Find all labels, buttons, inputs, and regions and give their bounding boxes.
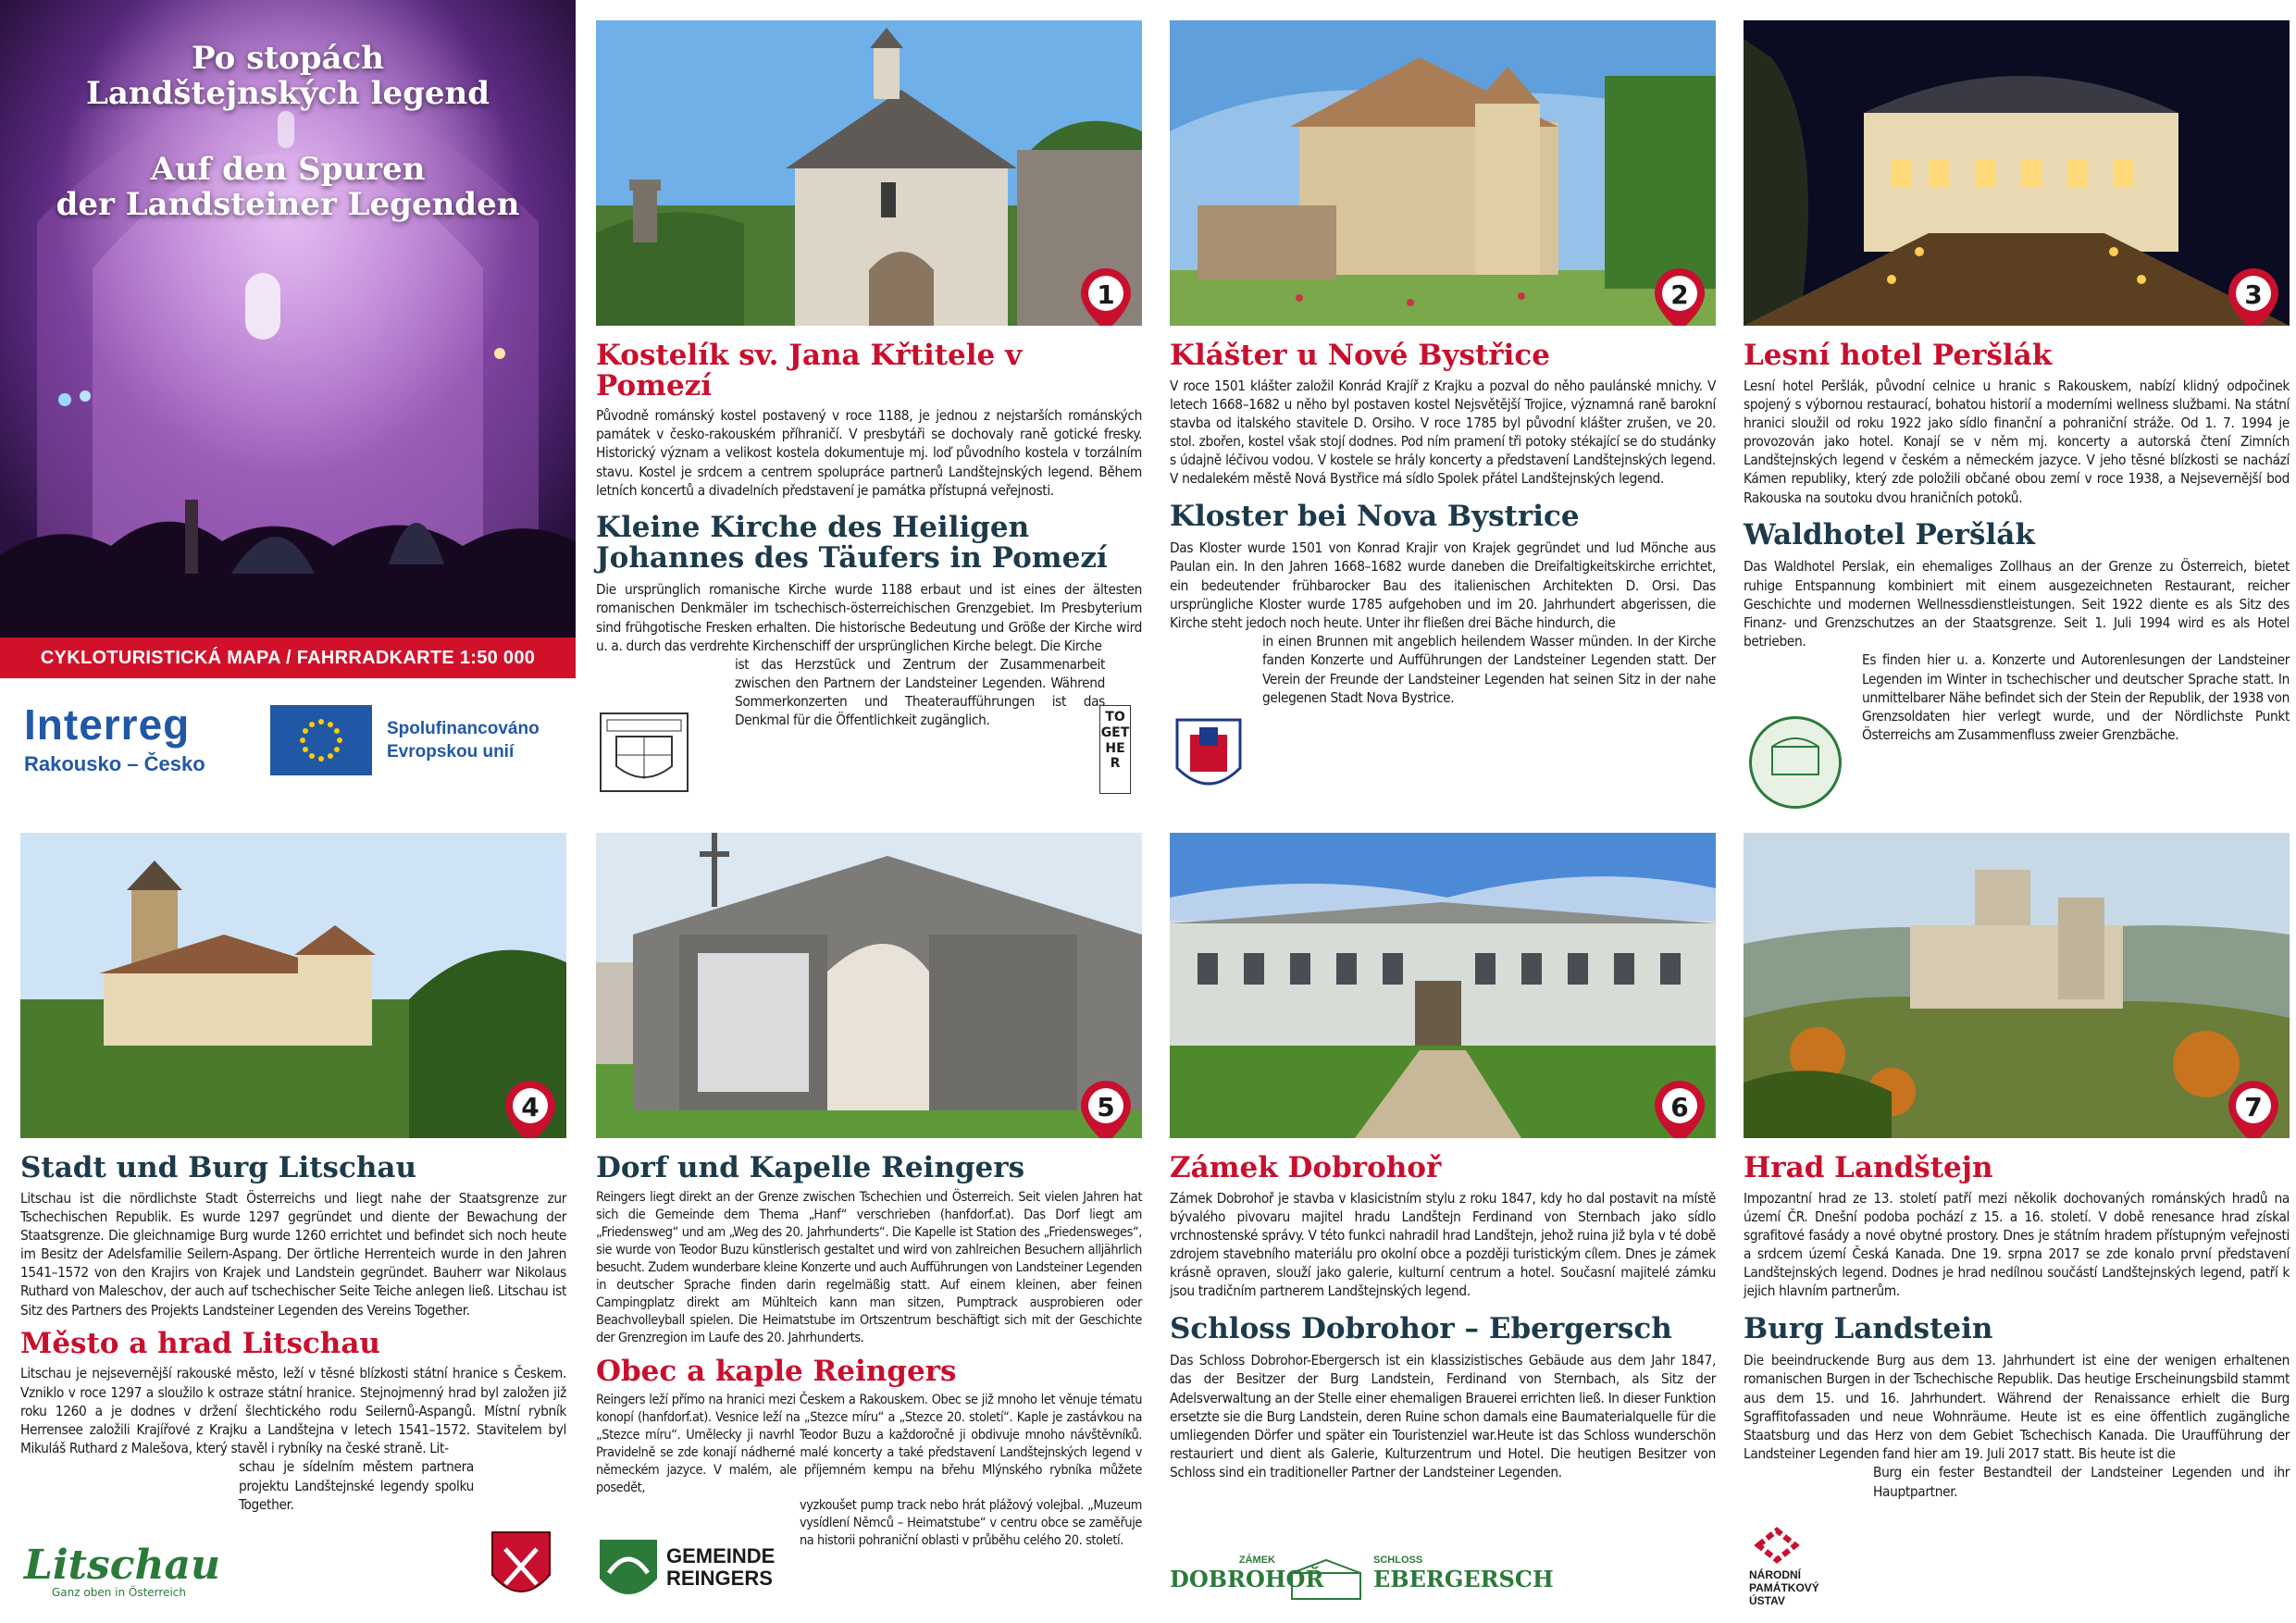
map-pin-icon	[1653, 1079, 1706, 1138]
map-pin-icon	[503, 1079, 557, 1138]
cover-title-de	[0, 152, 576, 223]
dobrohor-logo-line4: EBERGERSCH	[1373, 1566, 1554, 1592]
panel-2	[1170, 20, 1716, 798]
panel-5-cz-text-2: vyzkoušet pump track nebo hrát plážový volejbal. „Muzeum vysídlení Němců – Heimatstube“ v centru obce se zaměřuje na historii pohraniční oblasti v průběhu celého 20. století.	[800, 1498, 1142, 1549]
panel-4-text	[20, 1153, 566, 1514]
panel-7-photo	[1744, 833, 2290, 1138]
panel-3-photo	[1744, 20, 2290, 326]
panel-5-cz-text: Reingers leží přímo na hranici mezi Českem a Rakouskem. Obec se již mnoho let věnuje tématu konopí (hanfdorf.at). Vesnice leží na „Stezce míru“ a „Stezce 20. století“. Kaple je zastávkou na „Stezce míru“. Umělecky ji navrhl Teodor Buzu a každoročně ji obdivuje mnoho návštěvníků. Pravidelně se zde konají nádherné malé koncerty a také představení Landštejnských legend v německém jazyce. V malém, ale příjemném kempu na břehu Mlýnského rybníka můžete posedět,	[596, 1393, 1142, 1496]
panel-1-cz-title: Kostelík sv. Jana Křtitele v Pomezí	[596, 339, 1023, 403]
pomezi-crest-logo	[600, 712, 689, 792]
panel-2-text	[1170, 341, 1716, 707]
map-pin-icon	[1079, 266, 1133, 326]
panel-1-photo	[596, 20, 1142, 326]
map-pin-icon	[2227, 1079, 2280, 1138]
panel-2-de-title: Kloster bei Nova Bystrice	[1170, 499, 1580, 533]
panel-3-text	[1744, 341, 2290, 744]
panel-1-text	[596, 341, 1142, 730]
interreg-name: Interreg	[24, 700, 191, 749]
panel-4-photo	[20, 833, 566, 1138]
cover-title-cz-line1: Po stopách	[192, 40, 384, 77]
panel-6-cz-text: Zámek Dobrohoř je stavba v klasicistním stylu z roku 1847, kdy ho dal postavit na místě bývalého pivovaru majitel hradu Landštejn Ferdinand von Sternbach jako sídlo vrchnostenské správy. V této funkci nahradil hrad Landštejn, jehož ruina již byla v té době zdrojem stavebního materiálu pro okolní obce a později turistickým cílem. Dnes je zámek krásně opraven, slouží jako galerie, kulturní centrum a hotel. Současní majitelé zámku jsou tradičním partnerem Landštejnských legend.	[1170, 1189, 1716, 1300]
panel-2-cz-title: Klášter u Nové Bystřice	[1170, 339, 1550, 372]
panel-1-de-title: Kleine Kirche des Heiligen Johannes des Täufers in Pomezí	[596, 511, 1108, 575]
panel-6	[1170, 833, 1716, 1610]
cover-title-cz-line2: Landštejnských legend	[85, 75, 490, 113]
dobrohor-logo	[1170, 1555, 1554, 1610]
eu-text-line2: Evropskou unií	[387, 741, 515, 762]
panel-4-cz-title: Město a hrad Litschau	[20, 1326, 380, 1360]
nova-bystrice-crest-logo	[1173, 716, 1244, 799]
panel-5	[596, 833, 1142, 1610]
npu-logo-line2: PAMÁTKOVÝ	[1749, 1580, 1819, 1594]
panel-2-de-text-2: in einen Brunnen mit angeblich heilendem Wasser münden. In der Kirche fanden Konzerte und Aufführungen der Landsteiner Legenden statt. Der Verein der Freunde der Landsteiner Legenden hat seinen Sitz in der nahe gelegenen Stadt Nova Bystrice.	[1262, 633, 1716, 706]
dobrohor-logo-line1: ZÁMEK	[1238, 1555, 1275, 1566]
panel-6-text	[1170, 1153, 1716, 1482]
panel-3-cz-title: Lesní hotel Peršlák	[1744, 339, 2053, 372]
panel-4	[20, 833, 566, 1610]
panel-4-de-text: Litschau ist die nördlichste Stadt Österreichs und liegt nahe der Staatsgrenze zur Tschechischen Republik. Es wurde 1297 gegründet und diente der Bewachung der Staatsgrenze. Die gleichnamige Burg wurde 1260 errichtet und befindet sich noch heute im Besitz der Adelsfamilie Seilern-Aspang. Der örtliche Herrenteich wurde in den Jahren 1541–1572 von den Krajirs von Krajek und Landstein gegründet. Bauherr war Nikolaus Ruthard von Maleschov, der auch auf tschechischer Seite Teiche anlegen ließ. Litschau ist Sitz des Partners des Projekts Landsteiner Legenden des Vereins Together.	[20, 1189, 566, 1319]
reingers-logo-line1: GEMEINDE	[666, 1544, 776, 1567]
interreg-sub: Rakousko – Česko	[24, 752, 205, 775]
panel-5-de-title: Dorf und Kapelle Reingers	[596, 1151, 1025, 1184]
panel-6-cz-title: Zámek Dobrohoř	[1170, 1151, 1442, 1184]
panel-5-text	[596, 1153, 1142, 1550]
npu-logo-line1: NÁRODNÍ	[1749, 1568, 1801, 1581]
panel-2-cz-text: V roce 1501 klášter založil Konrád Krajíř z Krajku a pozval do něho paulánské mnichy. V letech 1668–1682 u něho byl postaven kostel Nejsvětější Trojice, významná raně barokní stavba od italského stavitele D. Orsiho. V roce 1785 byl původní klášter zrušen, ve 20. stol. zbořen, kostel však stojí dodnes. Pod ním pramení tři potoky stékající se do studánky s údajně léčivou vodou. V kostele se hrály koncerty a představení Landštejnských legend. V nedalekém městě Nová Bystřice má sídlo Spolek přátel Landštejnských legend.	[1170, 377, 1716, 488]
eu-text-line1: Spolufinancováno	[387, 719, 540, 738]
panel-7-cz-text: Impozantní hrad ze 13. století patří mezi několik dochovaných románských hradů na území ČR. Dnešní podoba pochází z 15. a 16. století. V době renesance hrad získal sgrafitové fasády a nové obytné prostory. Dnes je státním hradem přístupným veřejnosti a srdcem území Česká Kanada. Dne 19. srpna 2017 se zde konalo první představení Landštejnských legend. Dodnes je hrad nedílnou součástí Landštejnských legend, patří k jejich hlavním partnerům.	[1744, 1189, 2290, 1300]
panel-4-cz-text: Litschau je nejsevernější rakouské město, leží v těsné blízkosti státní hranice s Českem. Vzniklo v roce 1297 a sloužilo k ostraze státní hranice. Stejnojmenný hrad byl založen již roku 1260 a je dodnes v držení šlechtického rodu Seilernů-Aspangů. Místní rybník Herrensee založili Krajířové z Krajku a Landštejna v letech 1541–1572. Stavitelem byl Mikuláš Ruthard z Malešova, který stavěl i rybníky na české straně. Lit-	[20, 1365, 566, 1457]
panel-7-cz-title: Hrad Landštejn	[1744, 1151, 1993, 1184]
panel-3-cz-text: Lesní hotel Peršlák, původní celnice u hranic s Rakouskem, nabízí klidný odpočinek spojený s výbornou restaurací, bohatou historií a moderními wellness službami. Na státní hranici sloužil od roku 1922 jako sídlo finanční a pohraniční stráže. Od 1. 7. 1994 je provozován jako hotel. Konají se v něm mj. koncerty a autorská čtení Zimních Landštejnských legend v českém a německém jazyce. V jeho těsné blízkosti se nachází Kámen republiky, který zde položili občané obou zemí v roce 1938, a Nejsevernější bod Rakouska na soutoku dvou hraničních potoků.	[1744, 377, 2290, 506]
map-pin-icon	[1653, 266, 1706, 326]
pin-number: 4	[521, 1092, 540, 1122]
dobrohor-logo-line3: SCHLOSS	[1373, 1555, 1423, 1566]
pin-number: 6	[1670, 1092, 1689, 1122]
panel-1	[596, 20, 1142, 798]
reingers-logo-line2: REINGERS	[666, 1567, 773, 1591]
litschau-crest-logo	[489, 1529, 553, 1608]
panel-3	[1744, 20, 2290, 798]
panel-7-text	[1744, 1153, 2290, 1501]
pin-number: 2	[1670, 279, 1689, 310]
pin-number: 3	[2244, 279, 2263, 310]
panel-3-de-text-2: Es finden hier u. a. Konzerte und Autorenlesungen der Landsteiner Legenden im Winter in tschechischer und deutscher Sprache statt. In unmittelbarer Nähe befindet sich der Stein der Republik, der 1938 von Grenzsoldaten hier verlegt wurde, und der Nördlichste Punkt Österreichs am Zusammenfluss zweier Grenzbäche.	[1862, 651, 2290, 744]
cover-banner: CYKLOTURISTICKÁ MAPA / FAHRRADKARTE 1:50 000	[0, 638, 576, 678]
panel-6-photo	[1170, 833, 1716, 1138]
pin-number: 7	[2244, 1092, 2263, 1122]
interreg-logo	[24, 700, 246, 787]
reingers-logo	[596, 1536, 790, 1610]
panel-5-de-text: Reingers liegt direkt an der Grenze zwischen Tschechien und Österreich. Seit vielen Jahren hat sich die Gemeinde dem Thema „Hanf“ verschrieben (hanfdorf.at). Das Dorf liegt am „Friedensweg“ und am „Weg des 20. Jahrhunderts“. Die Kapelle ist Station des „Friedensweges“, sie wurde von Teodor Buzu künstlerisch gestaltet und wird von zahlreichen Besuchern alljährlich besucht. Zudem wunderbare kleine Konzerte und auch Aufführungen von Landsteiner Legenden in deutscher Sprache finden darin regelmäßig statt. Auf einem kleinen, aber feinen Campingplatz direkt am Mühlteich kann man sitzen, Pumptrack ausprobieren oder Beachvolleyball spielen. Die Heimatstube im Ortszentrum beschäftigt sich mit der Geschichte der Grenzregion im Laufe des 20. Jahrhunderts.	[596, 1189, 1142, 1345]
hotel-perslak-logo	[1749, 716, 1842, 809]
panel-5-cz-title: Obec a kaple Reingers	[596, 1354, 957, 1388]
npu-logo-line3: ÚSTAV	[1749, 1593, 1785, 1607]
together-logo: TOGETHER	[1099, 705, 1131, 794]
panel-7-de-text: Die beeindruckende Burg aus dem 13. Jahrhundert ist eine der wenigen erhaltenen romanischen Burgen in der Tschechische Republik. Das heutige Erscheinungsbild stammt aus dem 15. und 16. Jahrhundert. Während der Renaissance erhielt die Burg Sgraffitofassaden und neue Wohnräume. Heute ist es eine öffentlich zugängliche Staatsburg und das Herz von dem Gebiet Tschechisch Kanada. Die Uraufführung der Landsteiner Legenden fand hier am 19. Juli 2017 statt. Bis heute ist die	[1744, 1352, 2290, 1463]
eu-flag	[270, 705, 372, 775]
cover-title-de-line1: Auf den Spuren	[150, 151, 426, 188]
panel-7-de-text-2: Burg ein fester Bestandteil der Landsteiner Legenden und ihr Hauptpartner.	[1873, 1464, 2290, 1500]
panel-1-de-text: Die ursprünglich romanische Kirche wurde 1188 erbaut und ist eines der ältesten romanischen Denkmäler im tschechisch-österreichischen Grenzgebiet. Im Presbyterium sind frühgotische Fresken erhalten. Die historische Bedeutung und Größe der Kirche wird u. a. durch das verdrehte Kirchenschiff der ursprünglichen Kirche belegt. Die Kirche	[596, 581, 1142, 654]
litschau-logo-tagline: Ganz oben in Österreich	[52, 1586, 186, 1599]
panel-4-de-title: Stadt und Burg Litschau	[20, 1151, 417, 1184]
dobrohor-building-icon	[1285, 1556, 1368, 1603]
eu-stars-icon	[270, 705, 372, 775]
map-pin-icon	[2227, 266, 2280, 326]
panel-3-de-text: Das Waldhotel Perslak, ein ehemaliges Zollhaus an der Grenze zu Österreich, bietet ruhige Entspannung kombiniert mit einem ausgezeichneten Restaurant, reicher Geschichte und modernen Wellnessdienstleistungen. Seit 1922 diente es als Sitz des Finanz- und Grenzschutzes an der Staatsgrenze. Seit 1. Juli 1994 wird es als Hotel betrieben.	[1744, 558, 2290, 650]
panel-1-cz-text: Původně románský kostel postavený v roce 1188, je jednou z nejstarších románských památek v česko-rakouském příhraničí. V presbytáři se dochovaly raně gotické fresky. Historický význam a velikost kostela dokumentuje mj. loď původního kostela v torzálním stavu. Kostel je srdcem a centrem spolupráce partnerů Landštejnských legend. Během letních koncertů a divadelních představení je památka přístupná veřejnosti.	[596, 407, 1142, 499]
panel-7	[1744, 833, 2290, 1610]
dobrohor-logo-line2: DOBROHOŘ	[1170, 1566, 1324, 1592]
panel-7-de-title: Burg Landstein	[1744, 1311, 1993, 1345]
pin-number: 1	[1097, 279, 1115, 310]
panel-6-de-text: Das Schloss Dobrohor-Ebergersch ist ein klassizistisches Gebäude aus dem Jahr 1847, das der Besitzer der Burg Landstein, Ferdinand von Sternbach, als Sitz der Adelsverwaltung an der Stelle einer ehemaligen Brauerei errichten ließ. In dieser Funktion ersetzte sie die Burg Landstein, deren Ruine schon damals eine Baumaterialquelle für die umliegenden Dörfer und später ein Touristenziel war.Heute ist das Schloss wunderschön restauriert und dient als Galerie, Kulturzentrum und Hotel. Die heutigen Besitzer von Schloss sind ein traditioneller Partner der Landsteiner Legenden.	[1170, 1352, 1716, 1481]
panel-3-de-title: Waldhotel Peršlák	[1744, 517, 2035, 551]
cover-title-cz	[0, 41, 576, 112]
panel-6-de-title: Schloss Dobrohor – Ebergersch	[1170, 1311, 1672, 1345]
panel-5-photo	[596, 833, 1142, 1138]
litschau-logo-name: Litschau	[24, 1542, 221, 1589]
panel-2-photo	[1170, 20, 1716, 326]
litschau-logo	[24, 1542, 221, 1610]
pin-number: 5	[1097, 1092, 1115, 1122]
panel-4-cz-text-2: schau je sídelním městem partnera projektu Landštejnské legendy spolku Together.	[239, 1458, 474, 1513]
panel-2-de-text: Das Kloster wurde 1501 von Konrad Krajir von Krajek gegründet und lud Mönche aus Paulan ein. In den Jahren 1668–1682 wurde daneben die Dreifaltigkeitskirche errichtet, ein bedeutender frühbarocker Bau des italienischen Architekten D. Orsi. Das ursprüngliche Kloster wurde 1785 aufgehoben und im 20. Jahrhundert abgerissen, die Kirche steht jedoch noch heute. Unter ihr fließen drei Bäche hindurch, die	[1170, 539, 1716, 631]
panel-1-de-text-2: ist das Herzstück und Zentrum der Zusammenarbeit zwischen den Partnern der Landsteiner Legenden. Während Sommerkonzerten und Theateraufführungen ist das Denkmal für die Öffentlichkeit zugänglich.	[735, 655, 1105, 729]
npu-mark-icon	[1749, 1527, 1805, 1564]
cover-panel	[0, 0, 576, 678]
npu-logo	[1749, 1527, 1860, 1610]
cover-title-de-line2: der Landsteiner Legenden	[56, 186, 520, 224]
map-pin-icon	[1079, 1079, 1133, 1138]
eu-text	[387, 718, 540, 763]
